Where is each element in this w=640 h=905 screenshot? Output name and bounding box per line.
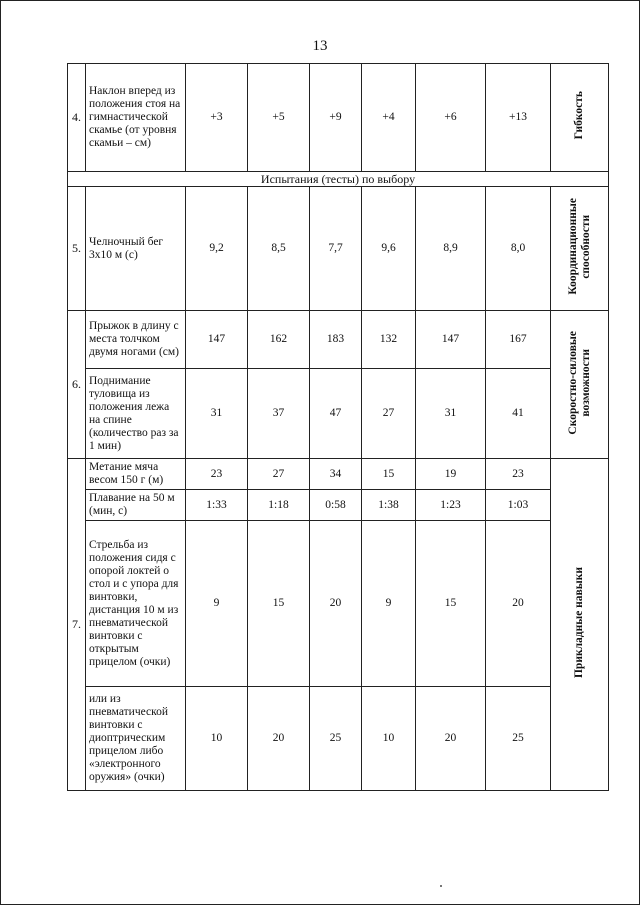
value-cell: 15: [248, 521, 310, 687]
value-cell: 20: [310, 521, 362, 687]
value-cell: 8,5: [248, 187, 310, 311]
category-cell: [551, 459, 609, 791]
value-cell: 15: [362, 459, 416, 490]
value-cell: 7,7: [310, 187, 362, 311]
category-label: Скоростно-силовые возможности: [566, 330, 592, 435]
value-cell: 9: [186, 521, 248, 687]
category-label: Гибкость: [573, 91, 585, 140]
page-number: 13: [312, 38, 328, 54]
value-cell: 25: [310, 687, 362, 791]
test-name: Стрельба из положения сидя с опорой локтей о стол и с упора для винтовки, дистанция 10 м из пневматической винтовки с открытым прицелом (очки): [86, 521, 186, 687]
value-cell: 1:38: [362, 490, 416, 521]
value-cell: +3: [186, 64, 248, 172]
test-name: Плавание на 50 м (мин, с): [86, 490, 186, 521]
category-cell: [551, 64, 609, 172]
value-cell: 15: [416, 521, 486, 687]
category-label: Прикладные навыки: [573, 566, 585, 678]
table-row: [68, 490, 609, 521]
value-cell: 8,9: [416, 187, 486, 311]
test-name: Поднимание туловища из положения лежа на спине (количество раз за 1 мин): [86, 369, 186, 459]
value-cell: 10: [362, 687, 416, 791]
value-cell: 9,6: [362, 187, 416, 311]
test-name: Прыжок в длину с места толчком двумя ногами (см): [86, 311, 186, 369]
category-label: Координационные способности: [566, 198, 592, 295]
table-row: [68, 369, 609, 459]
value-cell: 31: [416, 369, 486, 459]
value-cell: 20: [248, 687, 310, 791]
value-cell: +5: [248, 64, 310, 172]
section-header-row: [68, 172, 609, 187]
value-cell: 183: [310, 311, 362, 369]
value-cell: 31: [186, 369, 248, 459]
value-cell: 147: [416, 311, 486, 369]
test-name: Метание мяча весом 150 г (м): [86, 459, 186, 490]
value-cell: 27: [362, 369, 416, 459]
value-cell: 20: [416, 687, 486, 791]
value-cell: 37: [248, 369, 310, 459]
test-name: Наклон вперед из положения стоя на гимнастической скамье (от уровня скамьи – см): [86, 64, 186, 172]
table-row: [68, 187, 609, 311]
value-cell: 41: [486, 369, 551, 459]
value-cell: +4: [362, 64, 416, 172]
test-name: или из пневматической винтовки с диоптрическим прицелом либо «электронного оружия» (очки): [86, 687, 186, 791]
value-cell: 132: [362, 311, 416, 369]
value-cell: 34: [310, 459, 362, 490]
test-name: Челночный бег 3х10 м (с): [86, 187, 186, 311]
standards-table: [67, 63, 609, 791]
table-row: [68, 687, 609, 791]
row-number: 7.: [68, 459, 86, 791]
value-cell: 25: [486, 687, 551, 791]
category-cell: [551, 311, 609, 459]
value-cell: 1:23: [416, 490, 486, 521]
value-cell: 1:18: [248, 490, 310, 521]
value-cell: 47: [310, 369, 362, 459]
value-cell: 9,2: [186, 187, 248, 311]
value-cell: 1:03: [486, 490, 551, 521]
value-cell: 1:33: [186, 490, 248, 521]
category-cell: [551, 187, 609, 311]
value-cell: 167: [486, 311, 551, 369]
table-row: [68, 311, 609, 369]
value-cell: +13: [486, 64, 551, 172]
row-number: 4.: [68, 64, 86, 172]
value-cell: +6: [416, 64, 486, 172]
table-row: [68, 459, 609, 490]
table-row: [68, 521, 609, 687]
section-title: Испытания (тесты) по выбору: [68, 172, 609, 187]
value-cell: +9: [310, 64, 362, 172]
value-cell: 162: [248, 311, 310, 369]
value-cell: 8,0: [486, 187, 551, 311]
value-cell: 23: [186, 459, 248, 490]
value-cell: 0:58: [310, 490, 362, 521]
value-cell: 9: [362, 521, 416, 687]
row-number: 6.: [68, 311, 86, 459]
value-cell: 147: [186, 311, 248, 369]
value-cell: 23: [486, 459, 551, 490]
table-row: [68, 64, 609, 172]
value-cell: 19: [416, 459, 486, 490]
scan-speck: [440, 885, 442, 887]
row-number: 5.: [68, 187, 86, 311]
value-cell: 10: [186, 687, 248, 791]
value-cell: 20: [486, 521, 551, 687]
value-cell: 27: [248, 459, 310, 490]
